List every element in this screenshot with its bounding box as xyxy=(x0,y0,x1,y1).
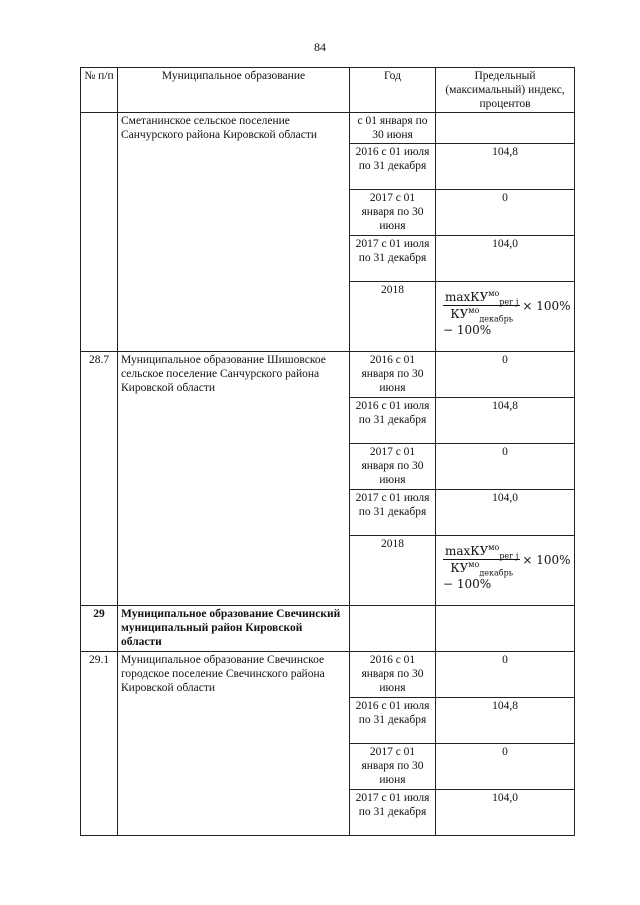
index-cell xyxy=(436,606,575,652)
table-header-row xyxy=(81,68,575,113)
table-row xyxy=(81,606,575,652)
denominator-sup: мо xyxy=(468,306,480,315)
period-cell: 2016 с 01 января по 30 июня xyxy=(350,352,436,398)
table-row xyxy=(81,113,575,144)
index-cell: 104,0 xyxy=(436,490,575,536)
index-formula xyxy=(439,537,571,592)
numerator-text: maxКУ xyxy=(445,290,489,304)
tariff-index-table xyxy=(80,67,575,836)
header-index: Предельный (максимальный) индекс, процентов xyxy=(436,68,575,113)
numerator-sub: рег j xyxy=(499,551,519,561)
formula-numerator xyxy=(443,289,520,305)
period-cell: 2016 с 01 июля по 31 декабря xyxy=(350,144,436,190)
index-cell: 0 xyxy=(436,352,575,398)
period-cell xyxy=(350,606,436,652)
formula-numerator xyxy=(443,543,520,559)
denominator-text: КУ xyxy=(450,561,469,575)
period-cell: 2017 с 01 января по 30 июня xyxy=(350,190,436,236)
index-cell: 104,8 xyxy=(436,398,575,444)
denominator-sub: декабрь xyxy=(479,568,514,578)
index-cell xyxy=(436,536,575,606)
index-cell: 0 xyxy=(436,744,575,790)
index-cell: 0 xyxy=(436,444,575,490)
formula-denominator xyxy=(443,305,520,322)
municipality-name: Сметанинское сельское поселение Санчурского района Кировской области xyxy=(118,113,350,352)
index-cell: 0 xyxy=(436,652,575,698)
formula-fraction xyxy=(443,543,520,576)
row-number: 29 xyxy=(81,606,118,652)
denominator-sub: декабрь xyxy=(479,314,514,324)
numerator-sub: рег j xyxy=(499,297,519,307)
row-number: 29.1 xyxy=(81,652,118,836)
period-cell: с 01 января по 30 июня xyxy=(350,113,436,144)
period-cell: 2017 с 01 июля по 31 декабря xyxy=(350,236,436,282)
index-cell: 104,0 xyxy=(436,236,575,282)
numerator-sup: мо xyxy=(488,289,500,298)
index-cell: 104,8 xyxy=(436,144,575,190)
formula-times: × 100% xyxy=(522,552,571,567)
index-cell: 104,0 xyxy=(436,790,575,836)
page-number: 84 xyxy=(314,40,326,54)
table-row xyxy=(81,652,575,698)
period-cell: 2018 xyxy=(350,536,436,606)
numerator-text: maxКУ xyxy=(445,544,489,558)
index-cell xyxy=(436,282,575,352)
formula-minus: − 100% xyxy=(443,577,492,591)
formula-times: × 100% xyxy=(522,298,571,313)
header-num: № п/п xyxy=(81,68,118,113)
index-cell: 0 xyxy=(436,190,575,236)
index-cell xyxy=(436,113,575,144)
row-number xyxy=(81,113,118,352)
index-formula xyxy=(439,283,571,338)
period-cell: 2016 с 01 января по 30 июня xyxy=(350,652,436,698)
index-cell: 104,8 xyxy=(436,698,575,744)
formula-fraction xyxy=(443,289,520,322)
denominator-sup: мо xyxy=(468,560,480,569)
table-row xyxy=(81,352,575,398)
denominator-text: КУ xyxy=(450,307,469,321)
municipality-name: Муниципальное образование Свечинское городское поселение Свечинского района Кировской области xyxy=(118,652,350,836)
period-cell: 2016 с 01 июля по 31 декабря xyxy=(350,698,436,744)
formula-denominator xyxy=(443,559,520,576)
header-year: Год xyxy=(350,68,436,113)
period-cell: 2017 с 01 января по 30 июня xyxy=(350,444,436,490)
period-cell: 2017 с 01 июля по 31 декабря xyxy=(350,790,436,836)
period-cell: 2016 с 01 июля по 31 декабря xyxy=(350,398,436,444)
formula-minus: − 100% xyxy=(443,323,492,337)
header-name: Муниципальное образование xyxy=(118,68,350,113)
municipality-name: Муниципальное образование Свечинский муниципальный район Кировской области xyxy=(118,606,350,652)
period-cell: 2017 с 01 июля по 31 декабря xyxy=(350,490,436,536)
period-cell: 2018 xyxy=(350,282,436,352)
period-cell: 2017 с 01 января по 30 июня xyxy=(350,744,436,790)
numerator-sup: мо xyxy=(488,543,500,552)
municipality-name: Муниципальное образование Шишовское сельское поселение Санчурского района Кировской области xyxy=(118,352,350,606)
table-body xyxy=(81,113,575,836)
row-number: 28.7 xyxy=(81,352,118,606)
